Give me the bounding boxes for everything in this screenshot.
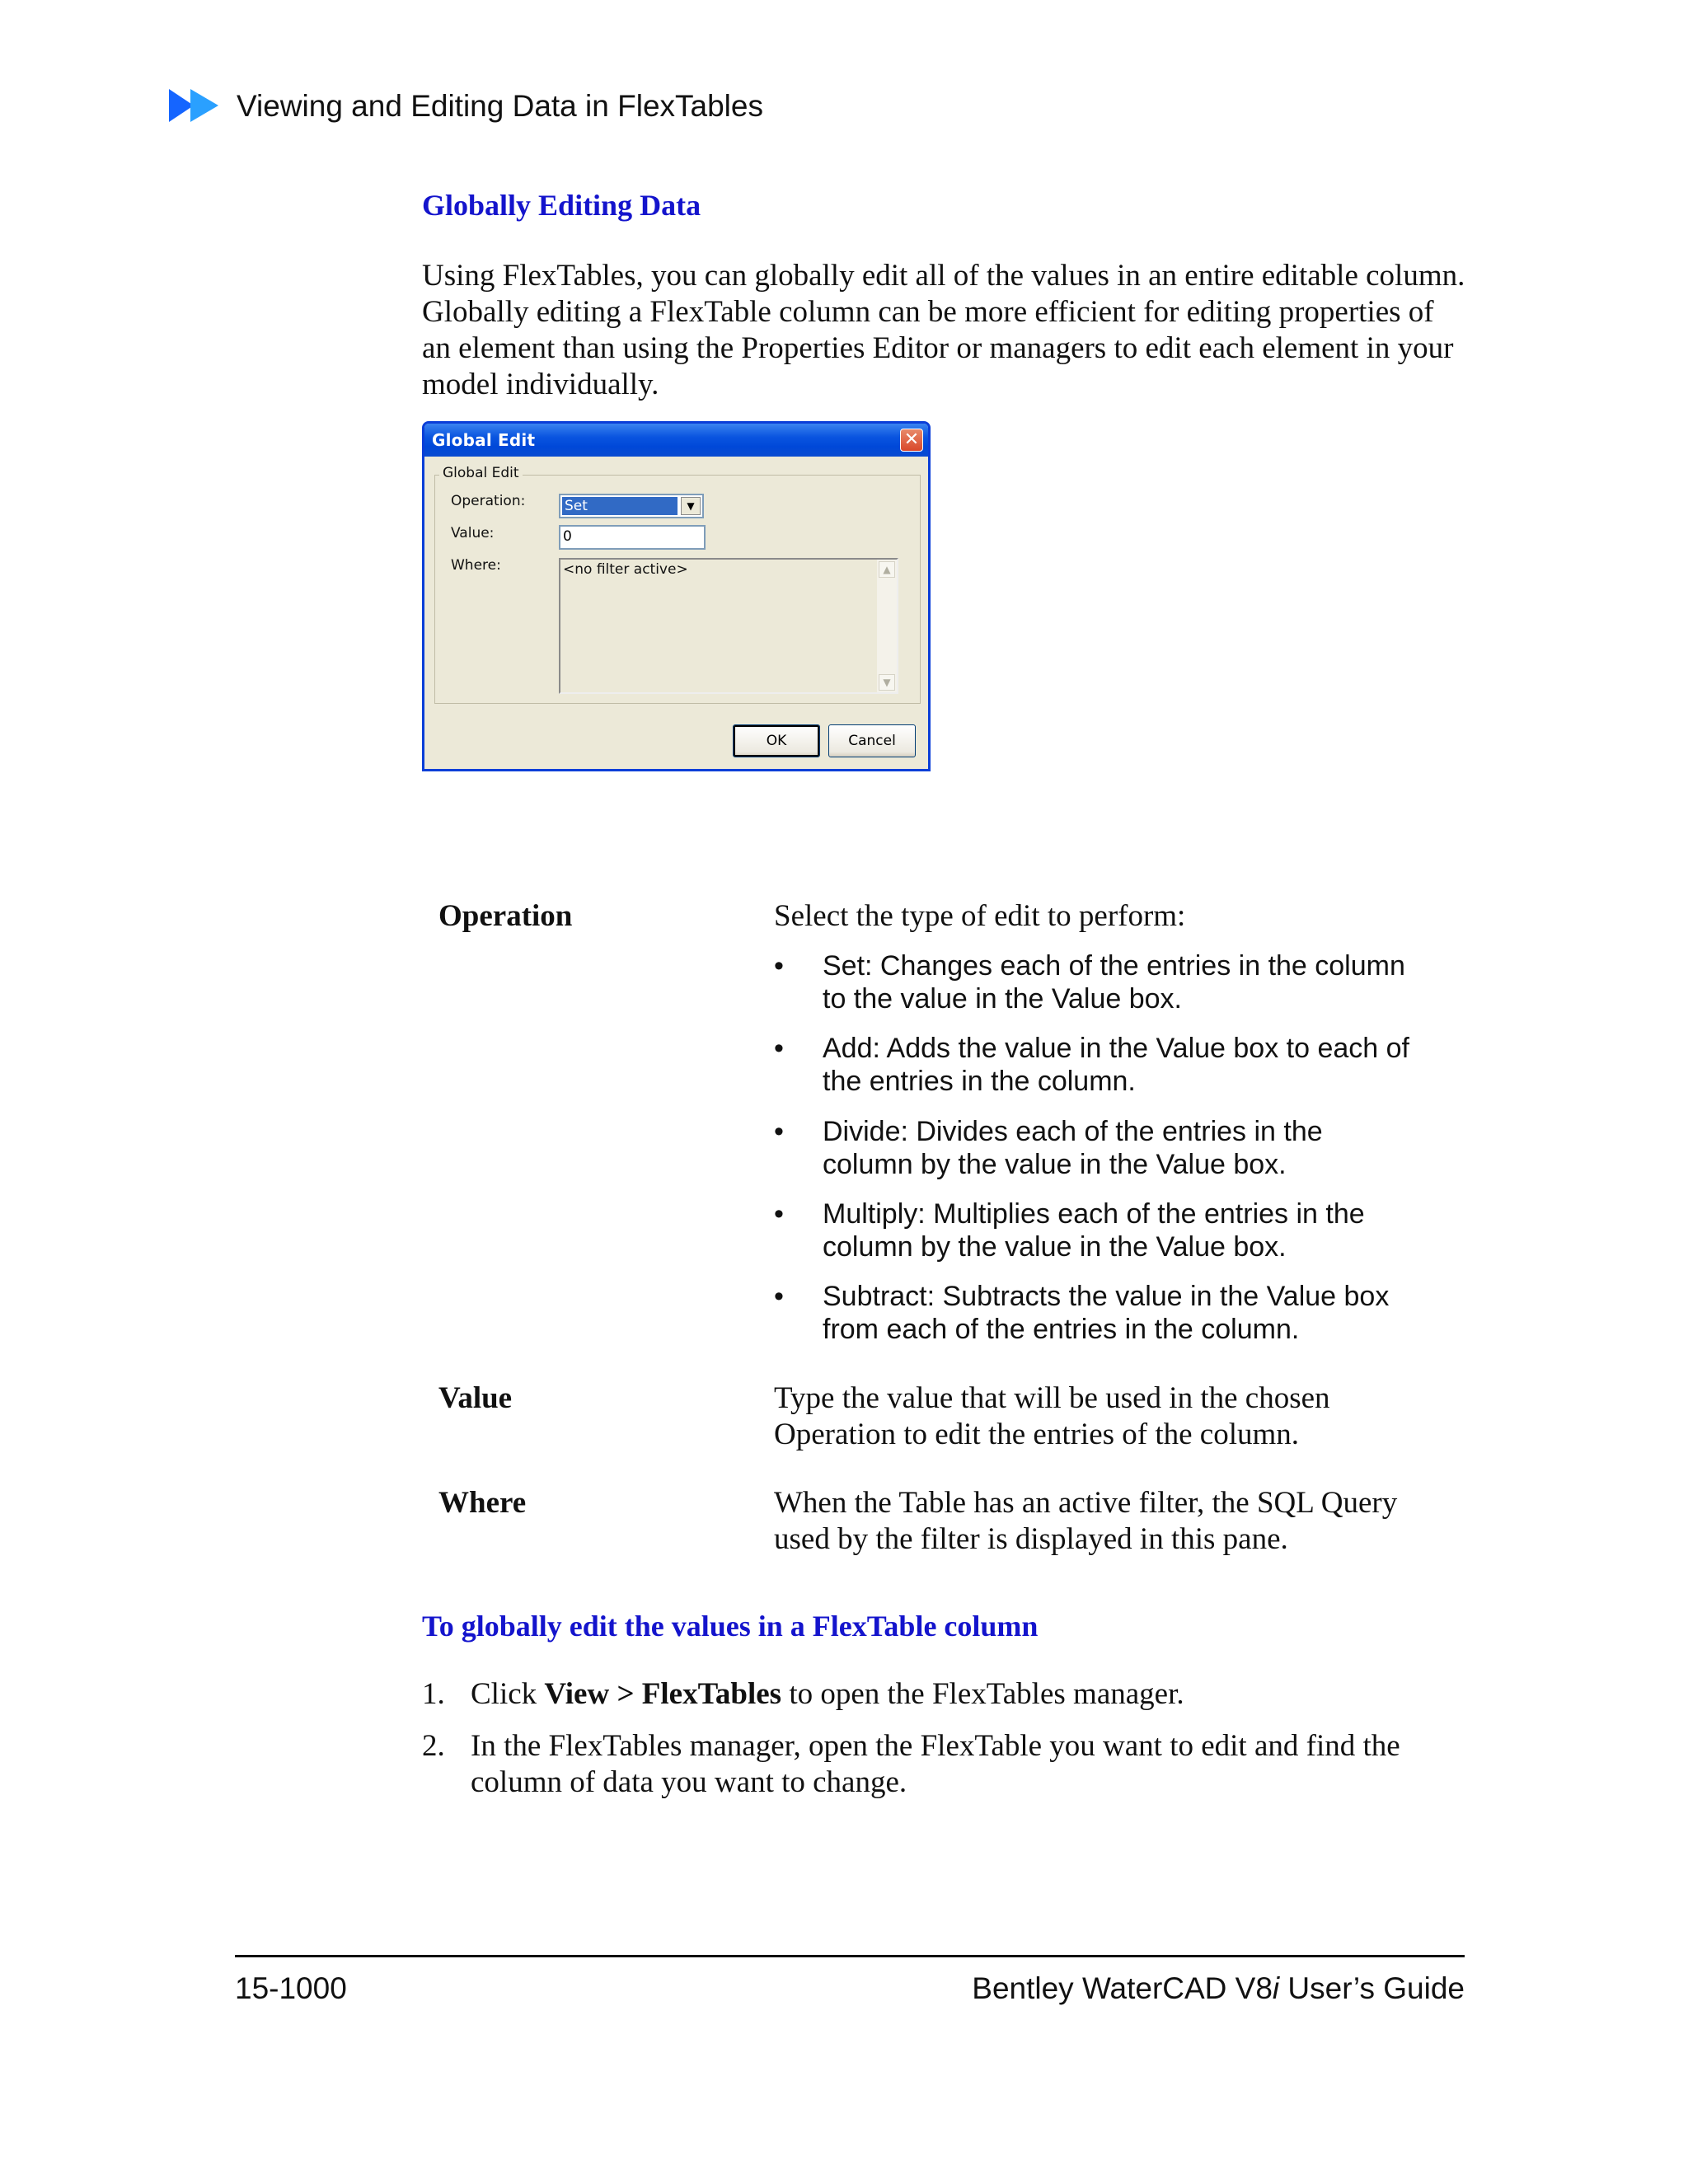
double-arrow-icon [169,87,223,124]
step-text-part: Click [471,1677,545,1711]
groupbox-label: Global Edit [439,465,523,481]
bullet-text: Multiply: Multiplies each of the entries in the column by the value in the Value box. [823,1198,1365,1263]
bullet-icon: • [774,1033,784,1064]
cancel-button[interactable]: Cancel [828,724,916,757]
intro-paragraph: Using FlexTables, you can globally edit all of the values in an entire editable column. Globally editing a FlexTable column can be more efficient for editing properties of an element than using the Properties Editor or managers to edit each element in your model individually. [422,259,1465,401]
page-number: 15-1000 [235,1971,347,2005]
bullet-text: Subtract: Subtracts the value in the Value box from each of the entries in the column. [823,1281,1390,1345]
guide-title-italic: i [1272,1971,1280,2005]
desc-operation: Select the type of edit to perform: [774,899,1186,933]
bullet-icon: • [774,1198,784,1230]
term-operation: Operation [438,899,573,933]
dialog-titlebar [424,424,928,457]
global-edit-dialog [422,421,931,771]
guide-title [972,1971,1465,2006]
bullet-icon: • [774,950,784,982]
close-icon[interactable]: ✕ [900,429,923,452]
value-input[interactable]: 0 [559,525,706,550]
where-textarea[interactable] [559,558,898,694]
footer-divider [235,1955,1465,1957]
guide-title-prefix: Bentley WaterCAD V8 [972,1971,1273,2005]
desc-where: When the Table has an active filter, the SQL Query used by the filter is displayed in this pane. [774,1486,1398,1556]
menu-view: View [544,1677,610,1711]
operation-selected-value: Set [562,497,678,515]
desc-value: Type the value that will be used in the chosen Operation to edit the entries of the column. [774,1381,1330,1451]
guide-title-suffix: User’s Guide [1279,1971,1465,2005]
scroll-up-icon[interactable]: ▲ [879,561,895,578]
scroll-down-icon[interactable]: ▼ [879,674,895,691]
value-label: Value: [451,525,495,541]
chevron-down-icon[interactable]: ▼ [681,497,701,515]
where-text: <no filter active> [563,561,688,578]
dialog-title: Global Edit [432,430,536,450]
bullet-text: Divide: Divides each of the entries in the column by the value in the Value box. [823,1116,1323,1180]
menu-separator: > [609,1677,642,1711]
term-where: Where [438,1486,527,1520]
procedure-title: To globally edit the values in a FlexTable column [422,1610,1039,1643]
where-scrollbar[interactable] [877,560,897,692]
ok-button[interactable]: OK [733,724,820,757]
bullet-text: Add: Adds the value in the Value box to each of the entries in the column. [823,1033,1409,1097]
bullet-text: Set: Changes each of the entries in the column to the value in the Value box. [823,950,1405,1015]
where-label: Where: [451,557,501,574]
step-text [471,1676,1484,1713]
step-text: In the FlexTables manager, open the FlexTable you want to edit and find the column of data you want to change. [471,1729,1400,1799]
menu-flextables: FlexTables [641,1677,782,1711]
bullet-icon: • [774,1116,784,1147]
step-text-part: to open the FlexTables manager. [781,1677,1184,1711]
term-value: Value [438,1381,513,1415]
page-header-title: Viewing and Editing Data in FlexTables [237,89,763,123]
section-title: Globally Editing Data [422,189,701,222]
operation-label: Operation: [451,493,526,509]
step-number: 2. [422,1729,445,1763]
operation-dropdown[interactable] [559,494,704,518]
bullet-icon: • [774,1281,784,1312]
step-number: 1. [422,1677,445,1711]
